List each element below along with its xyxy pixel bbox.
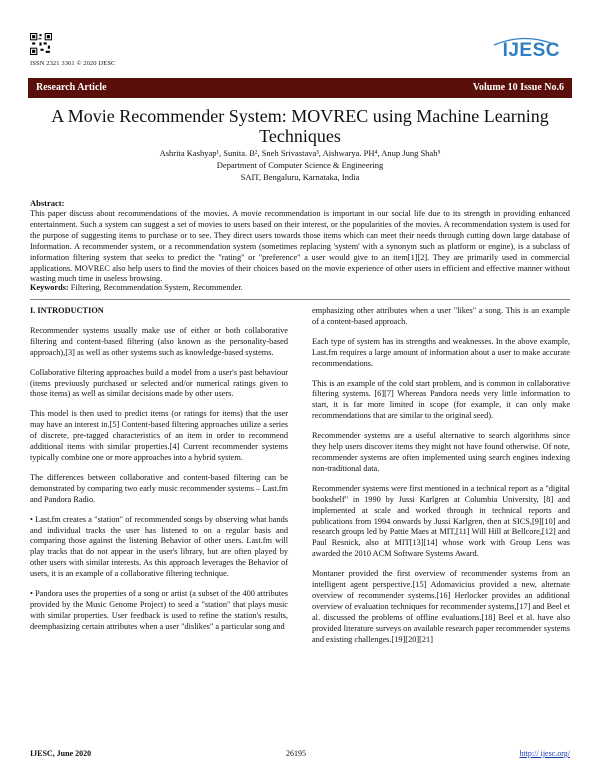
article-type-band	[28, 78, 572, 98]
body-paragraph: The differences between collaborative and content-based filtering can be demonstrated by comparing two early music recommender systems – Last.fm and Pandora Radio.	[30, 472, 288, 504]
section-heading-introduction: I. INTRODUCTION	[30, 306, 104, 315]
qr-code-icon	[30, 33, 52, 55]
body-paragraph: • Last.fm creates a "station" of recommended songs by observing what bands and individual tracks the user has listened to on a regular basis and comparing those against the listening Behavior of other users. Last.fm will play tracks that do not appear in the user's library, but are often played by other users with similar interests. As this approach leverages the Behavior of users, it is an example of a collaborative filtering technique.	[30, 514, 288, 579]
body-paragraph: emphasizing other attributes when a user "likes" a song. This is an example of a content-based approach.	[312, 306, 570, 326]
keywords-label: Keywords:	[30, 283, 69, 292]
body-paragraph: Recommender systems are a useful alternative to search algorithms since they help users discover items they might not have found otherwise. Of note, recommender systems are often implemented using search engines indexing non-traditional data.	[312, 431, 570, 473]
body-paragraph: Each type of system has its strengths and weaknesses. In the above example, Last.fm requires a large amount of information about a user to make accurate recommendations.	[312, 336, 570, 368]
author-list: Ashrita Kashyap¹, Sunita. B², Sneh Srivastava³, Aishwarya. PH⁴, Anup Jung Shah⁵	[159, 148, 441, 158]
section-divider	[30, 299, 570, 300]
body-paragraph: Recommender systems usually make use of either or both collaborative filtering and content-based filtering (also known as the personality-based approach),[3] as well as other systems such as knowledge-based systems.	[30, 325, 288, 357]
body-paragraph: This model is then used to predict items (or ratings for items) that the user may have an interest in.[5] Content-based filtering approaches utilize a series of discrete, pre-tagged characteristics of an item in order to recommend additional items with similar properties.[4] Current recommender systems typically combine one or more approaches into a hybrid system.	[30, 409, 288, 462]
footer-journal-date: IJESC, June 2020	[30, 749, 92, 758]
body-paragraph: • Pandora uses the properties of a song or artist (a subset of the 400 attributes provided by the Music Genome Project) to seed a "station" that plays music with similar properties. User feedback is used to refine the station's results, deemphasizing certain attributes when a user "dislikes" a particular song and	[30, 589, 288, 631]
keywords-line	[30, 283, 570, 292]
paper-title: A Movie Recommender System: MOVREC using Machine Learning Techniques	[51, 106, 549, 146]
abstract-text: This paper discuss about recommendations of the movies. A movie recommendation is important in our social life due to its strength in providing enhanced entertainment. Such a system can suggest a set of movies to users based on their interest, or the popularities of the movies. A recommendation system is used for the purpose of suggesting items to purchase or to see. They direct users towards those items which can meet their needs through cutting down large database of Information. A recommender system, or a recommendation system (sometimes replacing 'system' with a synonym such as platform or engine), is a subclass of information filtering system that seeks to predict the "rating" or "preference" a user would give to an item[1][2]. They are primarily used in commercial applications. MOVREC also help users to find the movies of their choices based on the movie experience of other users in efficient and effective manner without wasting much time in useless browsing.	[30, 209, 570, 284]
abstract-heading: Abstract:	[30, 198, 65, 208]
keywords-text: Filtering, Recommendation System, Recommender.	[68, 283, 243, 292]
body-paragraph: Montaner provided the first overview of recommender systems from an intelligent agent perspective.[15] Adomavicius provided a new, alternate overview of recommender systems.[16] Herlocker provides an additional overview of evaluation techniques for recommender systems,[17] and Beel et al. discussed the problems of offline evaluations.[18] Beel et al. have also provided literature surveys on available research paper recommender systems and existing challenges.[19][20][21]	[312, 569, 570, 644]
journal-logo	[503, 40, 560, 62]
article-type: Research Article	[36, 82, 107, 93]
page-number: 26195	[286, 749, 306, 758]
volume-issue: Volume 10 Issue No.6	[472, 82, 564, 93]
logo-text: IJESC	[502, 40, 560, 61]
issn-line: ISSN 2321 3361 © 2020 IJESC	[30, 60, 116, 67]
left-column	[30, 306, 288, 642]
body-paragraph: This is an example of the cold start problem, and is common in collaborative filtering systems. [6][7] Whereas Pandora needs very little information to start, it is far more limited in scope (for example, it can only make recommendations that are similar to the original seed).	[312, 378, 570, 421]
right-column	[312, 306, 570, 654]
department: Department of Computer Science & Engineering	[216, 160, 384, 170]
body-paragraph: Recommender systems were first mentioned in a technical report as a "digital bookshelf" in 1990 by Jussi Karlgren at Columbia University, [8] and implemented at scale and worked through in technical reports and publications from 1994 onwards by Jussi Karlgren, then at SICS,[9][10] and research groups led by Pattie Maes at MIT,[11] Will Hill at Bellcore,[12] and Paul Resnick, also at MIT[13][14] whose work with Group Lens was awarded the 2010 ACM Software Systems Award.	[312, 483, 570, 559]
affiliation: SAIT, Bengaluru, Karnataka, India	[240, 172, 360, 182]
body-paragraph: Collaborative filtering approaches build a model from a user's past behaviour (items previously purchased or selected and/or numerical ratings given to those items) as well as similar decisions made by other users.	[30, 367, 288, 399]
journal-url-link[interactable]: http:// ijesc.org/	[519, 749, 570, 758]
